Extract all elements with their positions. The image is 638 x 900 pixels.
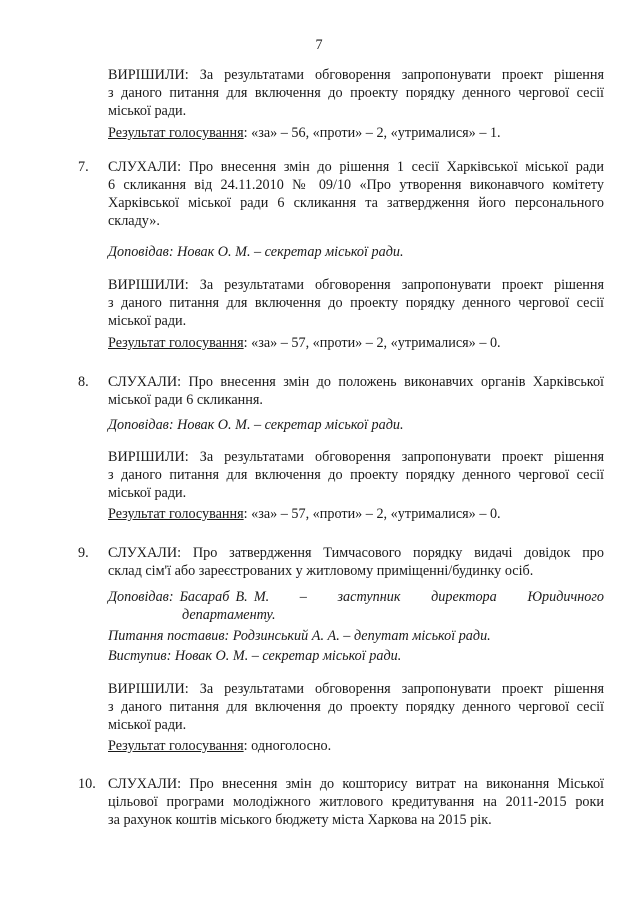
vote-result-7 <box>108 334 604 352</box>
spoke-9: Виступив: Новак О. М. – секретар міської ради. <box>108 648 402 664</box>
vote-text: : одноголосно. <box>243 738 332 754</box>
heard-10 <box>108 775 604 829</box>
vote-label: Результат голосування <box>108 738 244 754</box>
item-number: 9. <box>78 545 89 561</box>
vote-label: Результат голосування <box>108 506 244 522</box>
decision-line: ВИРІШИЛИ: За результатами обговорення запропонувати проект рішення <box>108 67 604 83</box>
item-number: 10. <box>78 776 96 792</box>
item-number: 8. <box>78 374 89 390</box>
decision-line: міської ради. <box>108 485 187 501</box>
decision-line: ВИРІШИЛИ: За результатами обговорення запропонувати проект рішення <box>108 681 604 697</box>
raised-9: Питання поставив: Родзинський А. А. – депутат міської ради. <box>108 628 491 644</box>
decision-line: міської ради. <box>108 717 187 733</box>
heard-line: за рахунок коштів міського бюджету міста Харкова на 2015 рік. <box>108 812 492 828</box>
vote-label: Результат голосування <box>108 335 244 351</box>
decision-line: з даного питання для включення до проекту порядку денного чергової сесії <box>108 85 604 101</box>
heard-line: міської ради 6 скликання. <box>108 392 263 408</box>
heard-8 <box>108 373 604 409</box>
decision-line: з даного питання для включення до проекту порядку денного чергової сесії <box>108 295 604 311</box>
vote-result-9 <box>108 737 604 755</box>
heard-line: складу». <box>108 213 160 229</box>
decision-8 <box>108 448 604 502</box>
heard-line: СЛУХАЛИ: Про внесення змін до положень виконавчих органів Харківської <box>108 374 604 390</box>
decision-9 <box>108 680 604 734</box>
vote-result-top <box>108 124 604 142</box>
decision-7 <box>108 276 604 330</box>
decision-line: міської ради. <box>108 103 187 119</box>
reporter-7: Доповідав: Новак О. М. – секретар міської ради. <box>108 244 404 260</box>
heard-line: цільової програми молодіжного житлового кредитування на 2011-2015 роки <box>108 794 604 810</box>
decision-line: з даного питання для включення до проекту порядку денного чергової сесії <box>108 467 604 483</box>
decision-line: ВИРІШИЛИ: За результатами обговорення запропонувати проект рішення <box>108 277 604 293</box>
reporter-line: Басараб В. М. – заступник директора Юридичного <box>179 589 604 605</box>
heard-line: СЛУХАЛИ: Про внесення змін до кошторису витрат на виконання Міської <box>108 776 604 792</box>
heard-line: Харківської міської ради 6 скликання та затвердження його персонального <box>108 195 604 211</box>
heard-9 <box>108 544 604 580</box>
decision-line: з даного питання для включення до проекту порядку денного чергової сесії <box>108 699 604 715</box>
reporter-8: Доповідав: Новак О. М. – секретар міської ради. <box>108 417 404 433</box>
heard-7 <box>108 158 604 230</box>
reporter-label: Доповідав: <box>108 589 174 605</box>
reporter-9 <box>108 588 604 624</box>
page-number: 7 <box>315 37 323 53</box>
item-number: 7. <box>78 159 89 175</box>
reporter-line: департаменту. <box>182 607 276 623</box>
vote-label: Результат голосування <box>108 125 244 141</box>
heard-line: 6 скликання від 24.11.2010 № 09/10 «Про утворення виконавчого комітету <box>108 177 604 193</box>
decision-top <box>108 66 604 120</box>
vote-text: : «за» – 57, «проти» – 2, «утрималися» – 0. <box>243 506 501 522</box>
heard-line: СЛУХАЛИ: Про внесення змін до рішення 1 сесії Харківської міської ради <box>108 159 604 175</box>
decision-line: ВИРІШИЛИ: За результатами обговорення запропонувати проект рішення <box>108 449 604 465</box>
decision-line: міської ради. <box>108 313 187 329</box>
heard-line: СЛУХАЛИ: Про затвердження Тимчасового порядку видачі довідок про <box>108 545 604 561</box>
vote-text: : «за» – 57, «проти» – 2, «утрималися» – 0. <box>243 335 501 351</box>
heard-line: склад сім'ї або зареєстрованих у житловому приміщенні/будинку осіб. <box>108 563 534 579</box>
vote-result-8 <box>108 505 604 523</box>
vote-text: : «за» – 56, «проти» – 2, «утрималися» – 1. <box>243 125 501 141</box>
